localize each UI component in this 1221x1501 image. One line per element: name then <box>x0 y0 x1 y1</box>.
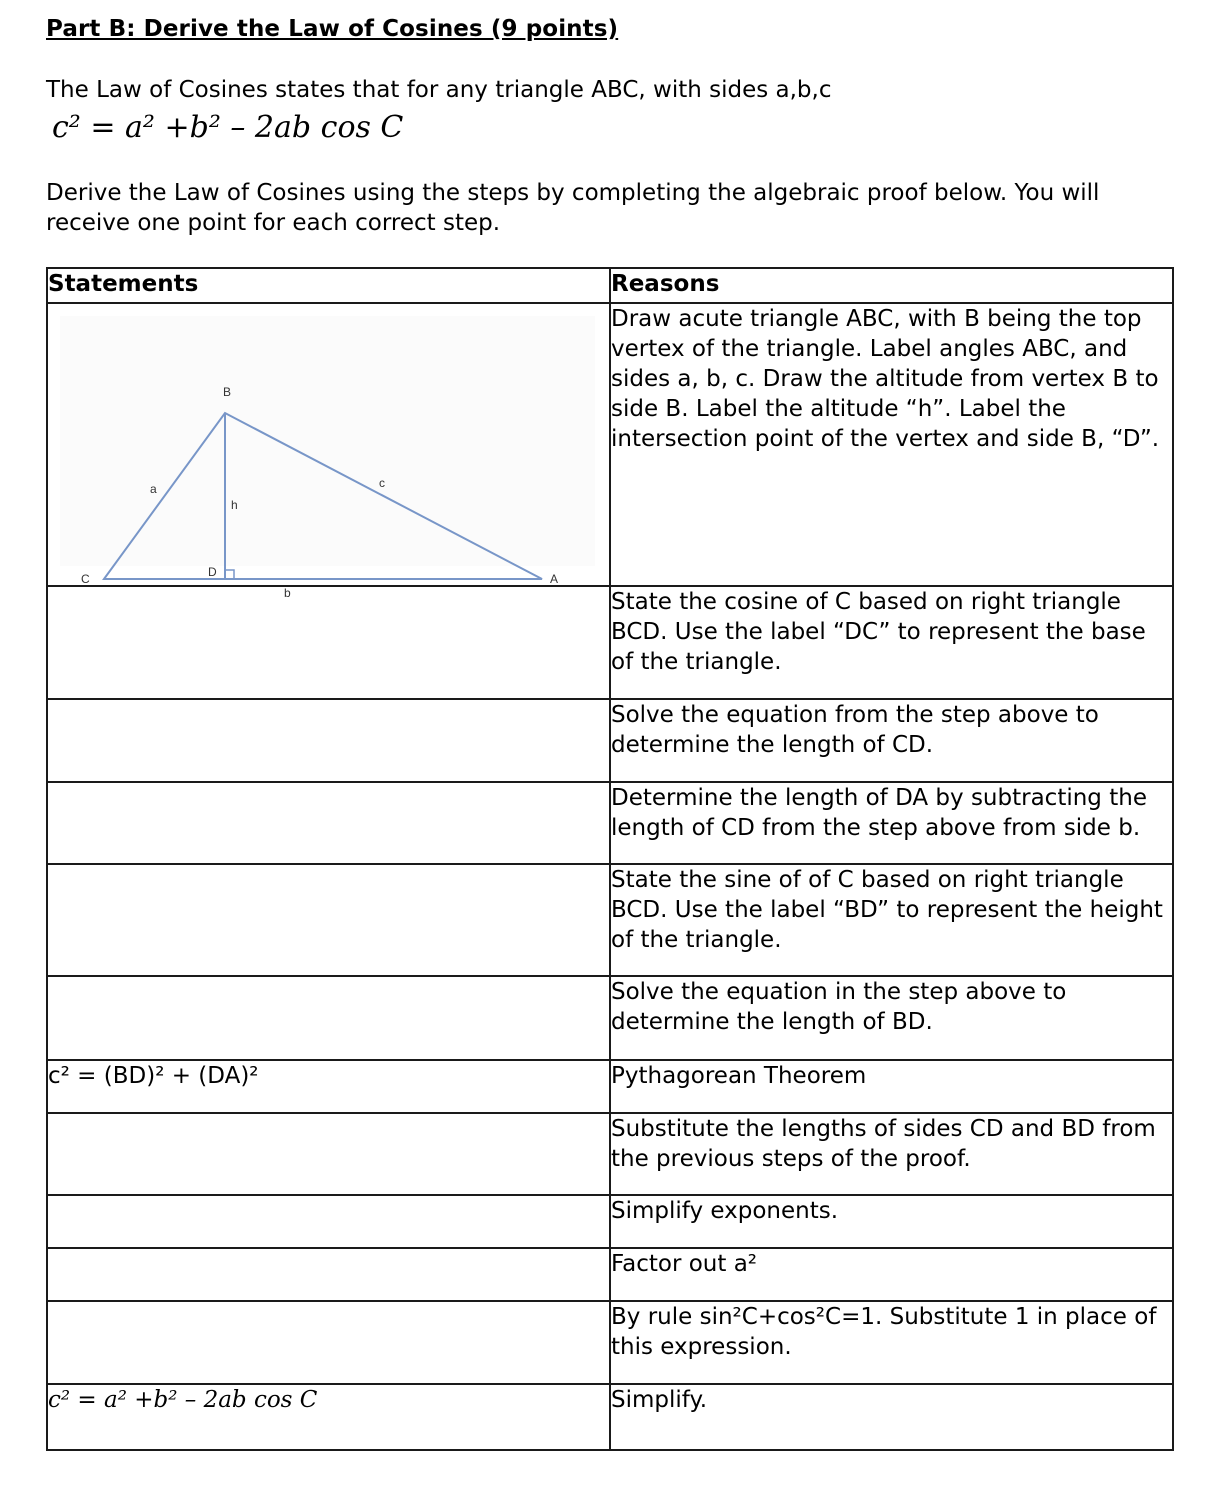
reason-cell: State the cosine of C based on right triangle BCD. Use the label “DC” to represent the base of the triangle. <box>610 586 1173 699</box>
statement-cell[interactable] <box>47 1113 610 1195</box>
table-row <box>47 586 1173 699</box>
part-b-heading: Part B: Derive the Law of Cosines (9 points) <box>46 16 619 42</box>
triangle-diagram-cell <box>47 303 610 600</box>
label-altitude-h: h <box>231 498 238 512</box>
statement-cell[interactable] <box>47 1195 610 1248</box>
label-vertex-c: C <box>81 572 90 586</box>
table-row <box>47 1195 1173 1248</box>
label-side-b: b <box>284 586 291 600</box>
table-row <box>47 1060 1173 1113</box>
label-side-a: a <box>150 482 157 496</box>
table-row <box>47 303 1173 586</box>
table-row <box>47 782 1173 864</box>
proof-table <box>46 267 1174 1451</box>
reasons-header: Reasons <box>610 268 1173 303</box>
intro-text: The Law of Cosines states that for any triangle ABC, with sides a,b,c <box>46 77 832 103</box>
label-vertex-a: A <box>550 572 559 586</box>
statement-cell[interactable] <box>47 782 610 864</box>
reason-cell: Substitute the lengths of sides CD and BD from the previous steps of the proof. <box>610 1113 1173 1195</box>
table-row <box>47 864 1173 976</box>
reason-cell: Simplify exponents. <box>610 1195 1173 1248</box>
table-row <box>47 1113 1173 1195</box>
reason-cell: Factor out a² <box>610 1248 1173 1301</box>
table-row <box>47 699 1173 782</box>
law-of-cosines-formula: c² = a² +b² – 2ab cos C <box>52 110 404 145</box>
table-row <box>47 1384 1173 1450</box>
statement-cell[interactable] <box>47 1301 610 1384</box>
label-vertex-b: B <box>223 385 232 399</box>
reason-cell: Solve the equation from the step above to determine the length of CD. <box>610 699 1173 782</box>
reason-cell: Determine the length of DA by subtracting the length of CD from the step above from side b. <box>610 782 1173 864</box>
table-row <box>47 1301 1173 1384</box>
label-side-c: c <box>379 476 385 490</box>
table-row <box>47 1248 1173 1301</box>
final-formula-cell: c² = a² +b² – 2ab cos C <box>47 1384 610 1450</box>
reason-cell: Simplify. <box>610 1384 1173 1450</box>
label-point-d: D <box>208 565 217 579</box>
right-angle-marker <box>225 570 234 579</box>
reason-cell: Solve the equation in the step above to determine the length of BD. <box>610 976 1173 1060</box>
reason-cell: Pythagorean Theorem <box>610 1060 1173 1113</box>
table-header-row <box>47 268 1173 303</box>
statement-cell[interactable] <box>47 864 610 976</box>
triangle-diagram <box>48 304 608 600</box>
statement-cell: c² = (BD)² + (DA)² <box>47 1060 610 1113</box>
statement-cell[interactable] <box>47 976 610 1060</box>
table-row <box>47 976 1173 1060</box>
reason-cell: By rule sin²C+cos²C=1. Substitute 1 in place of this expression. <box>610 1301 1173 1384</box>
reason-cell: Draw acute triangle ABC, with B being the top vertex of the triangle. Label angles ABC, and sides a, b, c. Draw the altitude from vertex B to side B. Label the altitude “h”. Label the intersection point of the vertex and side B, “D”. <box>610 303 1173 586</box>
statement-cell[interactable] <box>47 699 610 782</box>
statement-cell[interactable] <box>47 586 610 699</box>
statement-cell[interactable] <box>47 1248 610 1301</box>
reason-cell: State the sine of of C based on right triangle BCD. Use the label “BD” to represent the height of the triangle. <box>610 864 1173 976</box>
instructions-text: Derive the Law of Cosines using the steps by completing the algebraic proof below. You will receive one point for each correct step. <box>46 180 1100 236</box>
statements-header: Statements <box>47 268 610 303</box>
